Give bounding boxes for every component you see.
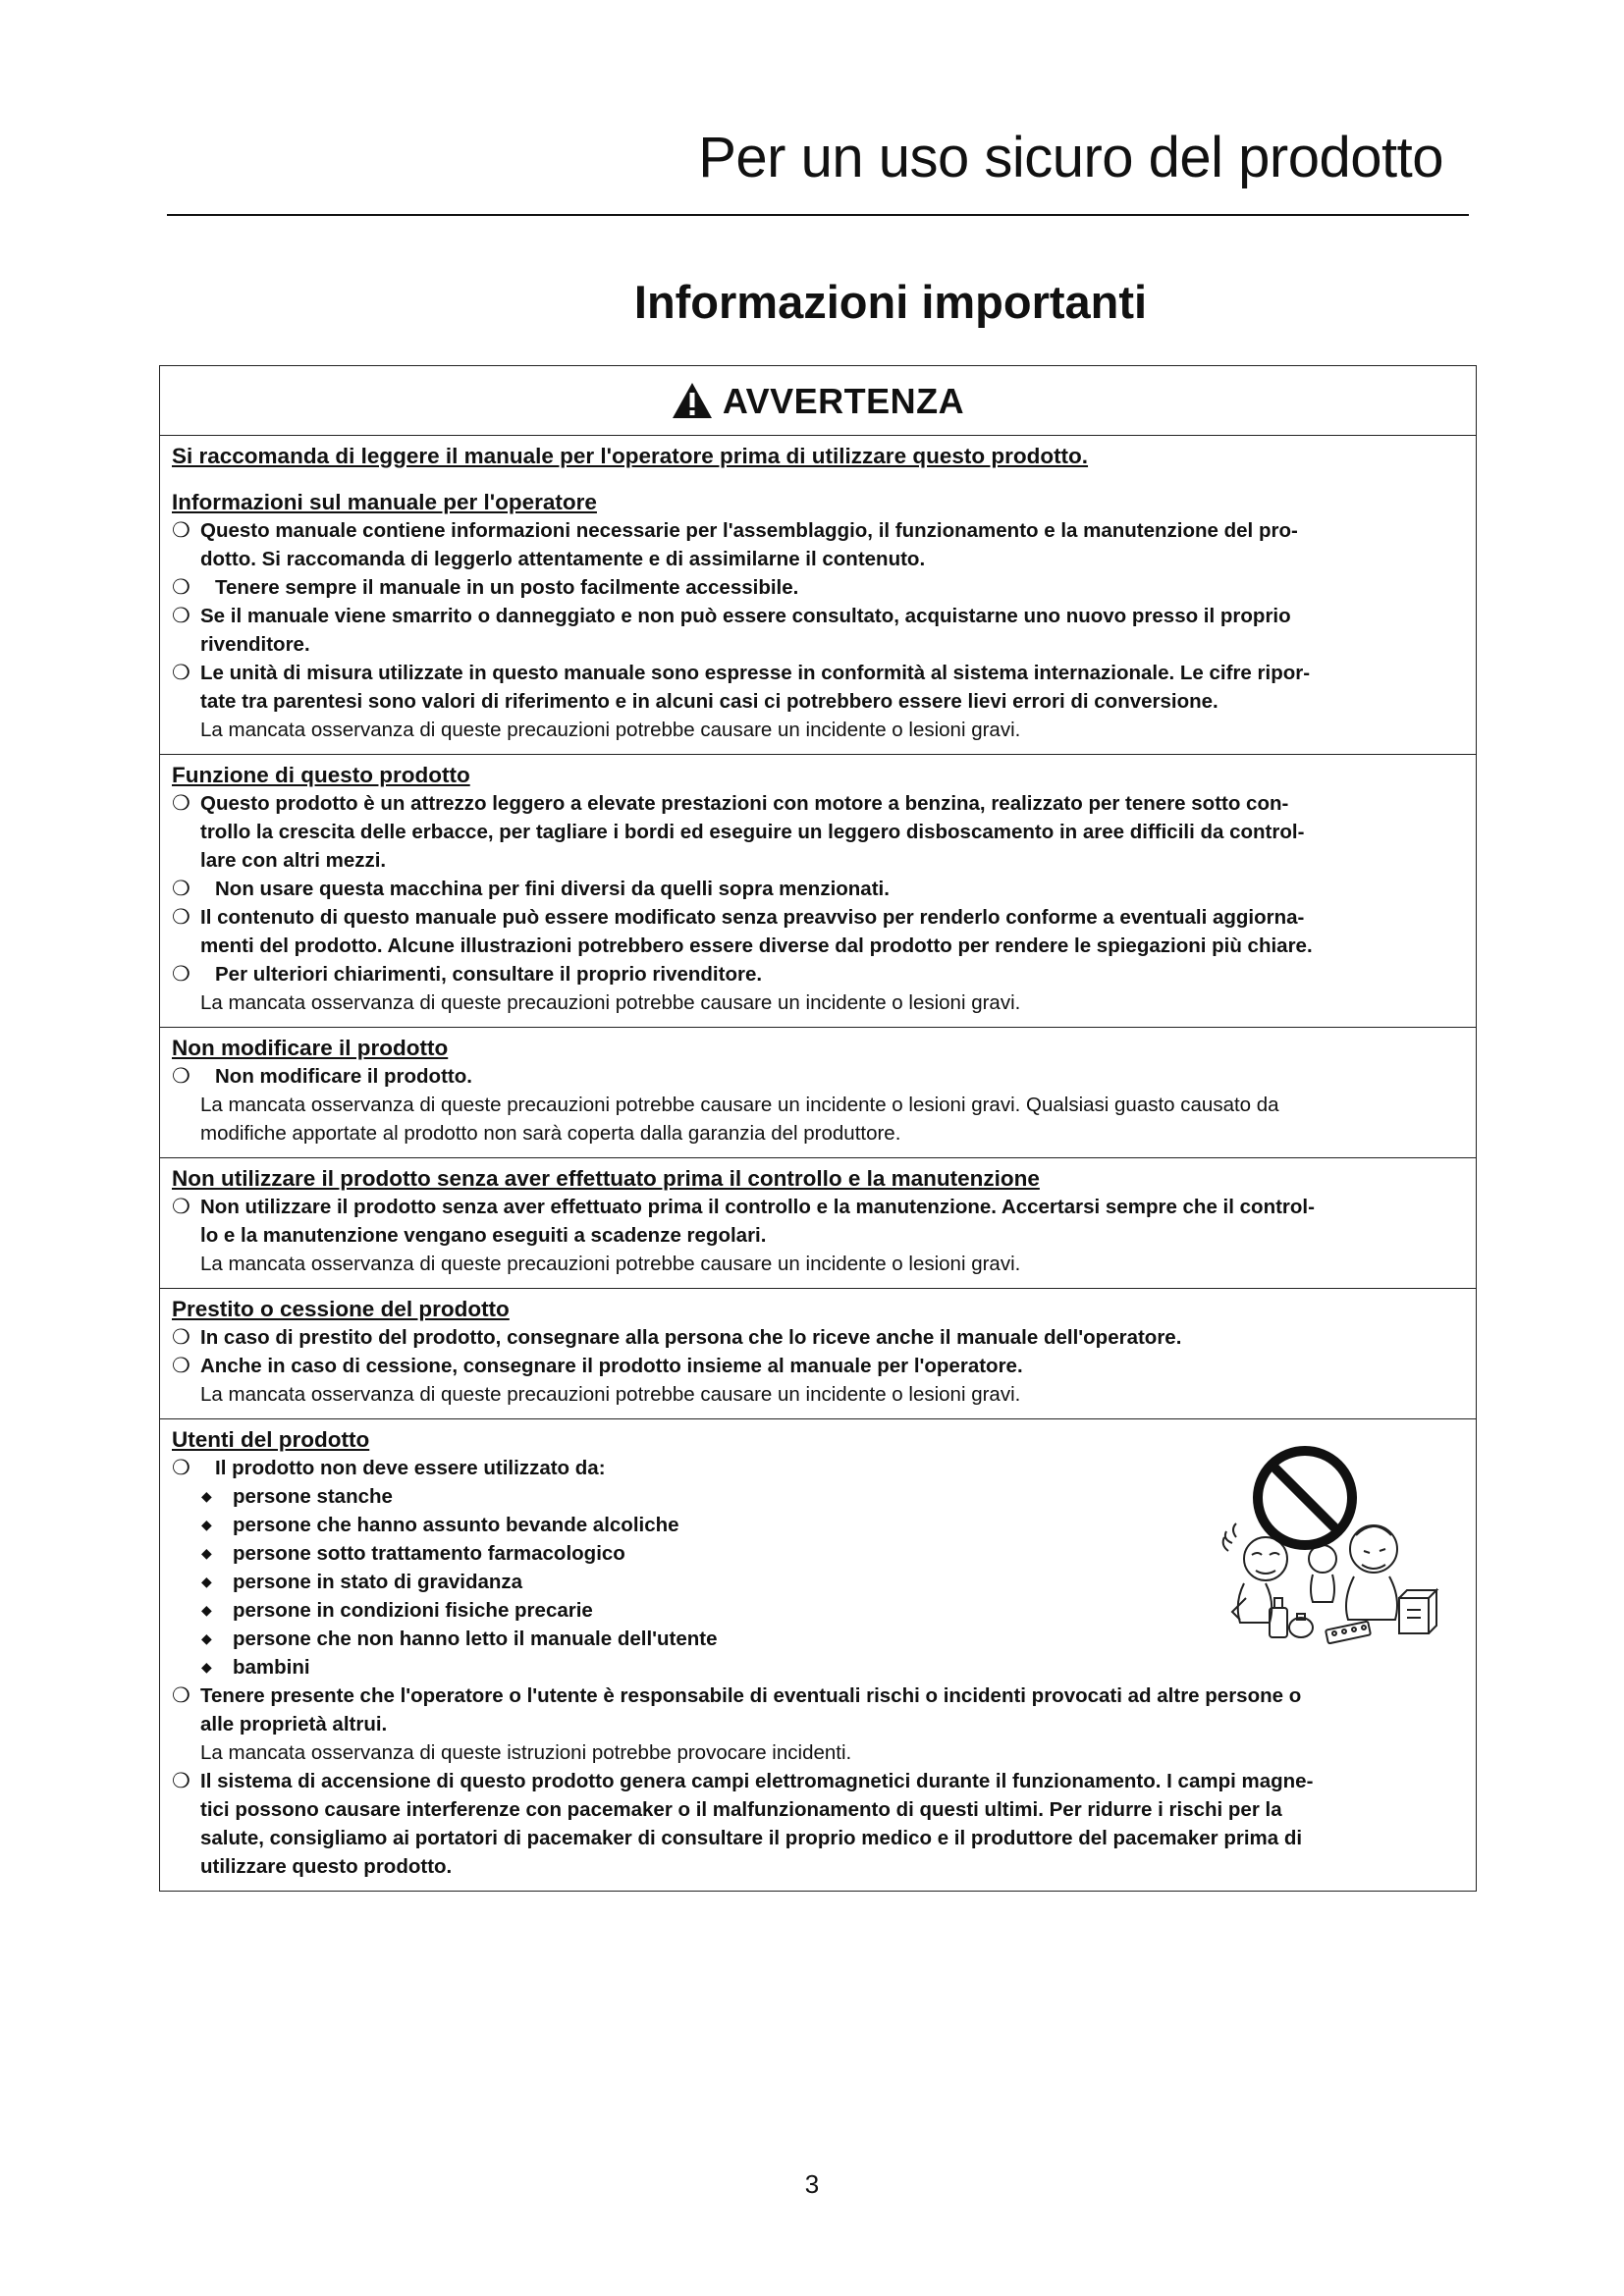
- section-title: Utenti del prodotto: [172, 1427, 370, 1452]
- circle-bullet-icon: ❍: [172, 1456, 190, 1479]
- diamond-bullet-icon: ◆: [201, 1488, 212, 1504]
- list-item: [172, 516, 1464, 573]
- section-title: Non utilizzare il prodotto senza aver effettuato prima il controllo e la manutenzione: [172, 1166, 1040, 1191]
- item-text: trollo la crescita delle erbacce, per tagliare i bordi ed eseguire un leggero disboscamento in aree difficili da control-: [200, 821, 1305, 843]
- circle-bullet-icon: ❍: [172, 518, 190, 542]
- item-text: lare con altri mezzi.: [200, 849, 387, 872]
- list-item: [172, 1062, 1464, 1091]
- circle-bullet-icon: ❍: [172, 1064, 190, 1088]
- warning-intro: Si raccomanda di leggere il manuale per l'operatore prima di utilizzare questo prodotto.: [172, 444, 1089, 468]
- circle-bullet-icon: ❍: [172, 1325, 190, 1349]
- item-text: Non usare questa macchina per fini diversi da quelli sopra menzionati.: [215, 878, 890, 900]
- user-list-item: [172, 1568, 1464, 1596]
- list-item: [172, 602, 1464, 659]
- list-item: [172, 789, 1464, 875]
- list-item: [172, 573, 1464, 602]
- list-item: [172, 875, 1464, 903]
- function-section: [160, 755, 1476, 1028]
- circle-bullet-icon: ❍: [172, 1354, 190, 1377]
- consequence-note: [172, 1091, 1464, 1148]
- circle-bullet-icon: ❍: [172, 575, 190, 599]
- item-text: Non modificare il prodotto.: [215, 1065, 472, 1088]
- list-item: [172, 960, 1464, 988]
- list-item: [172, 903, 1464, 960]
- page-title: Per un uso sicuro del prodotto: [698, 126, 1443, 189]
- item-text: salute, consigliamo ai portatori di pacemaker di consultare il proprio medico e il produttore del pacemaker prima di: [200, 1827, 1303, 1849]
- item-text: Tenere sempre il manuale in un posto facilmente accessibile.: [215, 576, 799, 599]
- item-text: lo e la manutenzione vengano eseguiti a scadenze regolari.: [200, 1224, 767, 1247]
- item-text: utilizzare questo prodotto.: [200, 1855, 453, 1878]
- warning-label: AVVERTENZA: [722, 381, 965, 421]
- user-list-item: [172, 1596, 1464, 1625]
- list-item: [172, 1323, 1464, 1352]
- note-text: La mancata osservanza di queste precauzioni potrebbe causare un incidente o lesioni gravi. Qualsiasi guasto causato da: [200, 1094, 1279, 1116]
- user-list-item: [172, 1625, 1464, 1653]
- item-text: persone stanche: [233, 1485, 393, 1508]
- item-text: tate tra parentesi sono valori di riferimento e in alcuni casi ci potrebbero essere lievi errori di conversione.: [200, 690, 1218, 713]
- diamond-bullet-icon: ◆: [201, 1574, 212, 1589]
- title-rule: [167, 214, 1469, 216]
- circle-bullet-icon: ❍: [172, 877, 190, 900]
- item-text: Questo prodotto è un attrezzo leggero a elevate prestazioni con motore a benzina, realizzato per tenere sotto con-: [200, 792, 1289, 815]
- item-text: rivenditore.: [200, 633, 310, 656]
- circle-bullet-icon: ❍: [172, 661, 190, 684]
- section-title: Non modificare il prodotto: [172, 1036, 449, 1060]
- users-section: [160, 1419, 1476, 1891]
- item-text: dotto. Si raccomanda di leggerlo attentamente e di assimilarne il contenuto.: [200, 548, 926, 570]
- item-text: Se il manuale viene smarrito o danneggiato e non può essere consultato, acquistarne uno nuovo presso il proprio: [200, 605, 1291, 627]
- item-text: persone in stato di gravidanza: [233, 1571, 523, 1593]
- item-text: In caso di prestito del prodotto, consegnare alla persona che lo riceve anche il manuale dell'operatore.: [200, 1326, 1182, 1349]
- page-number: 3: [804, 2169, 820, 2199]
- diamond-bullet-icon: ◆: [201, 1545, 212, 1561]
- item-text: Tenere presente che l'operatore o l'utente è responsabile di eventuali rischi o incidenti provocati ad altre persone o: [200, 1684, 1302, 1707]
- intro-section: [160, 436, 1476, 755]
- item-text: bambini: [233, 1656, 310, 1679]
- consequence-note: La mancata osservanza di queste precauzioni potrebbe causare un incidente o lesioni gravi.: [200, 991, 1021, 1014]
- maintenance-section: [160, 1158, 1476, 1289]
- circle-bullet-icon: ❍: [172, 604, 190, 627]
- circle-bullet-icon: ❍: [172, 905, 190, 929]
- list-item: [172, 1682, 1464, 1738]
- list-item: [172, 1454, 1464, 1482]
- item-text: Il sistema di accensione di questo prodotto genera campi elettromagnetici durante il funzionamento. I campi magne-: [200, 1770, 1314, 1792]
- item-text: Non utilizzare il prodotto senza aver effettuato prima il controllo e la manutenzione. Accertarsi sempre che il control-: [200, 1196, 1315, 1218]
- item-text: persone che non hanno letto il manuale dell'utente: [233, 1628, 718, 1650]
- circle-bullet-icon: ❍: [172, 1683, 190, 1707]
- list-item: [172, 1767, 1464, 1881]
- section-subtitle: Informazioni importanti: [633, 276, 1148, 328]
- note-text: modifiche apportate al prodotto non sarà coperta dalla garanzia del produttore.: [200, 1122, 901, 1145]
- circle-bullet-icon: ❍: [172, 962, 190, 986]
- lending-section: [160, 1289, 1476, 1419]
- user-list-item: [172, 1511, 1464, 1539]
- consequence-note: La mancata osservanza di queste precauzioni potrebbe causare un incidente o lesioni gravi.: [200, 1383, 1021, 1406]
- item-text: Le unità di misura utilizzate in questo manuale sono espresse in conformità al sistema internazionale. Le cifre ripor-: [200, 662, 1311, 684]
- item-text: menti del prodotto. Alcune illustrazioni potrebbero essere diverse dal prodotto per rendere le spiegazioni più chiare.: [200, 934, 1313, 957]
- section-title: Funzione di questo prodotto: [172, 763, 470, 787]
- item-text: Questo manuale contiene informazioni necessarie per l'assemblaggio, il funzionamento e la manutenzione del pro-: [200, 519, 1298, 542]
- item-text: persone in condizioni fisiche precarie: [233, 1599, 593, 1622]
- item-text: persone sotto trattamento farmacologico: [233, 1542, 625, 1565]
- user-list-item: [172, 1482, 1464, 1511]
- list-item: [172, 1352, 1464, 1380]
- diamond-bullet-icon: ◆: [201, 1517, 212, 1532]
- item-text: persone che hanno assunto bevande alcoliche: [233, 1514, 679, 1536]
- warning-triangle-icon: [672, 382, 713, 419]
- consequence-note: La mancata osservanza di queste precauzioni potrebbe causare un incidente o lesioni gravi.: [200, 719, 1021, 741]
- item-text: Il prodotto non deve essere utilizzato da:: [215, 1457, 606, 1479]
- diamond-bullet-icon: ◆: [201, 1659, 212, 1675]
- user-list-item: [172, 1653, 1464, 1682]
- circle-bullet-icon: ❍: [172, 1769, 190, 1792]
- consequence-note: La mancata osservanza di queste precauzioni potrebbe causare un incidente o lesioni gravi.: [200, 1253, 1021, 1275]
- diamond-bullet-icon: ◆: [201, 1630, 212, 1646]
- warning-box: [159, 365, 1477, 1892]
- warning-header: [160, 366, 1476, 436]
- diamond-bullet-icon: ◆: [201, 1602, 212, 1618]
- item-text: Per ulteriori chiarimenti, consultare il proprio rivenditore.: [215, 963, 763, 986]
- item-text: alle proprietà altrui.: [200, 1713, 388, 1735]
- user-list-item: [172, 1539, 1464, 1568]
- consequence-note: La mancata osservanza di queste istruzioni potrebbe provocare incidenti.: [200, 1741, 852, 1764]
- section-title: Prestito o cessione del prodotto: [172, 1297, 510, 1321]
- list-item: [172, 659, 1464, 716]
- item-text: Il contenuto di questo manuale può essere modificato senza preavviso per renderlo conforme a eventuali aggiorna-: [200, 906, 1305, 929]
- item-text: Anche in caso di cessione, consegnare il prodotto insieme al manuale per l'operatore.: [200, 1355, 1023, 1377]
- circle-bullet-icon: ❍: [172, 791, 190, 815]
- section-title: Informazioni sul manuale per l'operatore: [172, 490, 597, 514]
- list-item: [172, 1193, 1464, 1250]
- circle-bullet-icon: ❍: [172, 1195, 190, 1218]
- item-text: tici possono causare interferenze con pacemaker o il malfunzionamento di questi ultimi. Per ridurre i rischi per la: [200, 1798, 1282, 1821]
- modify-section: [160, 1028, 1476, 1158]
